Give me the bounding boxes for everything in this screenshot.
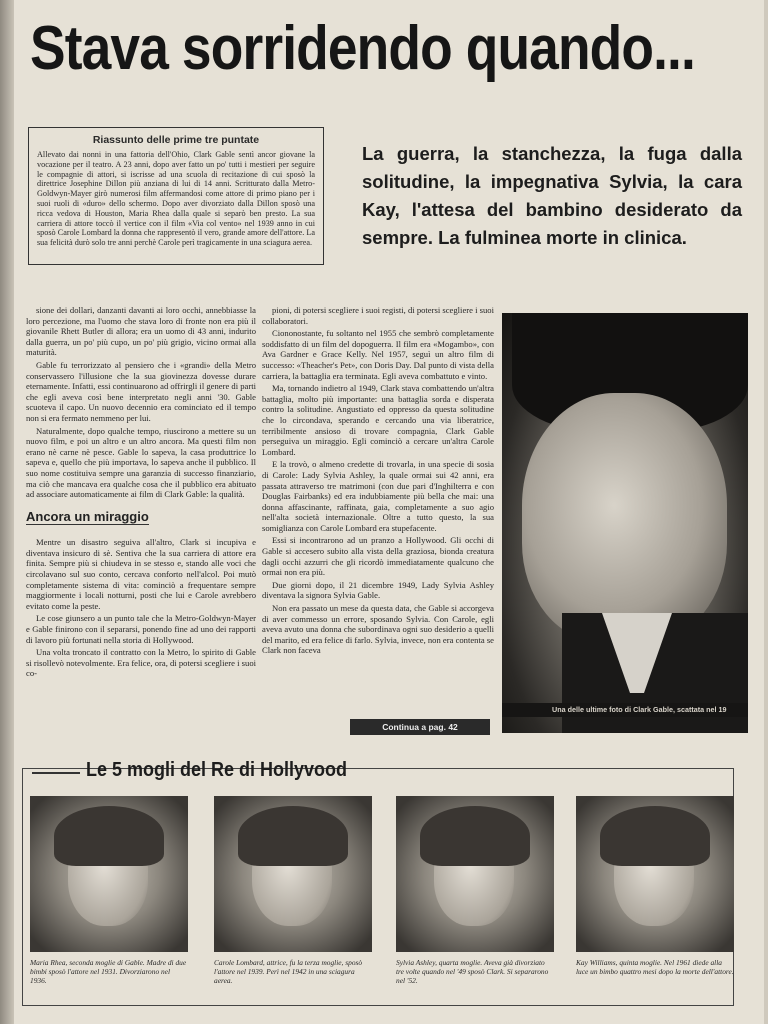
column-paragraph: Ciononostante, fu soltanto nel 1955 che sembrò completamente soddisfatto di un film del dopoguerra. Il film era «Mogambo», con Ava Gardner e Grace Kelly. Nel 1957, seguì un altro film di successo: «Theacher's Pet», con Doris Day. Dal punto di vista della carriera, la battaglia era terminata. Egli aveva combattuto e vinto.	[262, 328, 494, 381]
text-column-2	[262, 305, 494, 658]
wife-card	[214, 796, 372, 985]
column-paragraph: Naturalmente, dopo qualche tempo, riuscirono a mettere su un nuovo film, e poi un altro e un altro ancora. Ma questi film non erano nè carne nè pesce. Gable lo sapeva, la casa produttrice lo sapeva e, quello che più importava, lo sapeva anche il pubblico. Il suo nome costituiva sempre una garanzia di successo finanziario, ma ciò che mancava era qualche cosa che il pubblico era abituato ad associare automaticamente ai film di Clark Gable: la qualità.	[26, 425, 256, 500]
wife-caption: Kay Williams, quinta moglie. Nel 1961 diede alla luce un bimbo quattro mesi dopo la morte dell'attore.	[576, 958, 734, 976]
column-paragraph: Le cose giunsero a un punto tale che la Metro-Goldwyn-Mayer e Gable finirono con il separarsi, ponendo fine ad uno dei rapporti di lavoro più fortunati nella storia di Hollywood.	[26, 613, 256, 645]
photo-face-shape	[522, 393, 727, 643]
wife-photo-hair	[420, 806, 530, 866]
wife-photo	[396, 796, 554, 952]
wife-photo	[214, 796, 372, 952]
column-paragraph: Gable fu terrorizzato al pensiero che i «grandi» della Metro conservassero l'illusione che la sua giovinezza dovesse durare eternamente. Infatti, essi continuarono ad offrirgli il genere di parti che egli aveva così bene interpretato negli anni '30. Gable scuoteva il capo. Un nuovo decennio era cominciato ed il tempo non si era fermato nemmeno per lui.	[26, 359, 256, 423]
column-paragraph: pioni, di potersi scegliere i suoi registi, di potersi scegliere i suoi collaboratori.	[262, 305, 494, 326]
wife-photo-hair	[238, 806, 348, 866]
wife-caption: Carole Lombard, attrice, fu la terza moglie, sposò l'attore nel 1939. Perì nel 1942 in una sciagura aerea.	[214, 958, 363, 985]
wife-photo-hat	[54, 806, 164, 866]
wife-photo	[576, 796, 734, 952]
column-paragraph: Due giorni dopo, il 21 dicembre 1949, Lady Sylvia Ashley diventava la signora Sylvia Gable.	[262, 579, 494, 601]
wife-card	[576, 796, 734, 976]
clark-gable-photo	[502, 313, 748, 733]
wives-title: Le 5 mogli del Re di Hollyvood	[86, 759, 348, 781]
wife-photo	[30, 796, 188, 952]
column-paragraph: Ma, tornando indietro al 1949, Clark stava combattendo un'altra battaglia, molto più importante: una battaglia sorda e disperata contro la solitudine. Angustiato ed oppresso da questa solitudine che lo circondava, sperando e cercando una via liberatrice, terribilmente ansioso di trovare compagnia, Clark Gable perseguiva un miraggio. Egli cominciò a cercare un'altra Carole Lombard.	[262, 383, 494, 457]
column-paragraph: Essi si incontrarono ad un pranzo a Hollywood. Gli occhi di Gable si accesero subito alla vista della graziosa, bionda creatura dagli occhi azzurri che gli ricordò immediatamente qualcuno che ormai non era più.	[262, 535, 494, 578]
wives-title-rule	[32, 772, 80, 774]
wife-card	[396, 796, 554, 985]
column-paragraph: sione dei dollari, danzanti davanti ai loro occhi, annebbiasse la loro percezione, ma l'uomo che stava loro di fronte non era più il giovanile Rhett Butler di allora; era un uomo di 43 anni, indurito dalla guerra, un po' più cupo, un po' più grigio, vicino ormai alla maturità.	[26, 305, 256, 358]
column-paragraph: Mentre un disastro seguiva all'altro, Clark si incupiva e diventava insicuro di sè. Sentiva che la sua carriera di attore era finita. Sempre più si chiudeva in se stesso e, stando alle voci che circolavano sul suo conto, cercava conforto nell'alcol. Poi mutò completamente sistema di vita: cominciò a frequentare sempre maggiormente i locali notturni, posti che lui e Carole avrebbero evitato come la peste.	[26, 537, 256, 611]
lead-paragraph: La guerra, la stanchezza, la fuga dalla solitudine, la impegnativa Sylvia, la cara Kay, l'attesa del bambino desiderato da sempre. La fulminea morte in clinica.	[362, 143, 742, 248]
page-spine	[0, 0, 14, 1024]
subhead: Ancora un miraggio	[26, 508, 149, 524]
summary-box	[28, 127, 324, 265]
continue-label: Continua a pag. 42	[350, 719, 490, 735]
wife-photo-hair	[600, 806, 710, 866]
text-column-1	[26, 305, 256, 681]
main-photo-caption: Una delle ultime foto di Clark Gable, scattata nel 19	[502, 703, 748, 717]
column-paragraph: E la trovò, o almeno credette di trovarla, in una specie di sosia di Carole: Lady Sylvia Ashley, la quale ormai sui 42 anni, era passata attraverso tre matrimoni (con due pari d'Inghilterra e con Douglas Fairbanks) ed era indubbiamente più bella che mai: una donna affascinante, raffinata, gaia, completamente a suo agio nell'alta società internazionale. Oltre a tutto questo, la sua somiglianza con Carole Lombard era stupefacente.	[262, 459, 494, 533]
wife-caption: Sylvia Ashley, quarta moglie. Aveva già divorziato tre volte quando nel '49 sposò Clark. Si separarono nel '52.	[396, 958, 549, 985]
column-paragraph: Non era passato un mese da questa data, che Gable si accorgeva di aver commesso un errore, sposando Sylvia. Con Carole, egli aveva avuto una donna che subordinava ogni suo desiderio a quelli del marito, ed era felice di farlo. Sylvia, invece, non era contenta se Clark non faceva	[262, 603, 494, 656]
summary-title: Riassunto delle prime tre puntate	[92, 134, 260, 146]
headline: Stava sorridendo quando...	[30, 14, 695, 83]
wife-caption: Maria Rhea, seconda moglie di Gable. Madre di due bimbi sposò l'attore nel 1931. Divorziarono nel 1936.	[30, 958, 187, 985]
summary-text: Allevato dai nonni in una fattoria dell'Ohio, Clark Gable sentì ancor giovane la vocazione per il teatro. A 23 anni, dopo aver fatto un po' tutti i mestieri per seguire le compagnie di attori, si iscrisse ad una scuola di recitazione di cui sposò la direttrice Josephine Dillon più anziana di lui di 14 anni. Scritturato dalla Metro-Goldwyn-Mayer girò numerosi film affermandosi come attore di primo piano per i suoi ruoli di «duro» dello schermo. Dopo aver divorziato dalla Dillon sposò una ricca vedova di Houston, Maria Rhea dalla quale si separò ben presto. La sua carriera di attore toccò il vertice con il film «Via col vento» nel 1939 anno in cui sposò Carole Lombard la donna che rappresentò il vero, grande amore dell'attore. La sua felicità durò solo tre anni perchè Carole perì tragicamente in una sciagura aerea.	[37, 150, 315, 248]
wife-card	[30, 796, 188, 985]
column-paragraph: Una volta troncato il contratto con la Metro, lo spirito di Gable si risollevò notevolmente. Era felice, ora, di potersi scegliere i suoi co-	[26, 647, 256, 679]
